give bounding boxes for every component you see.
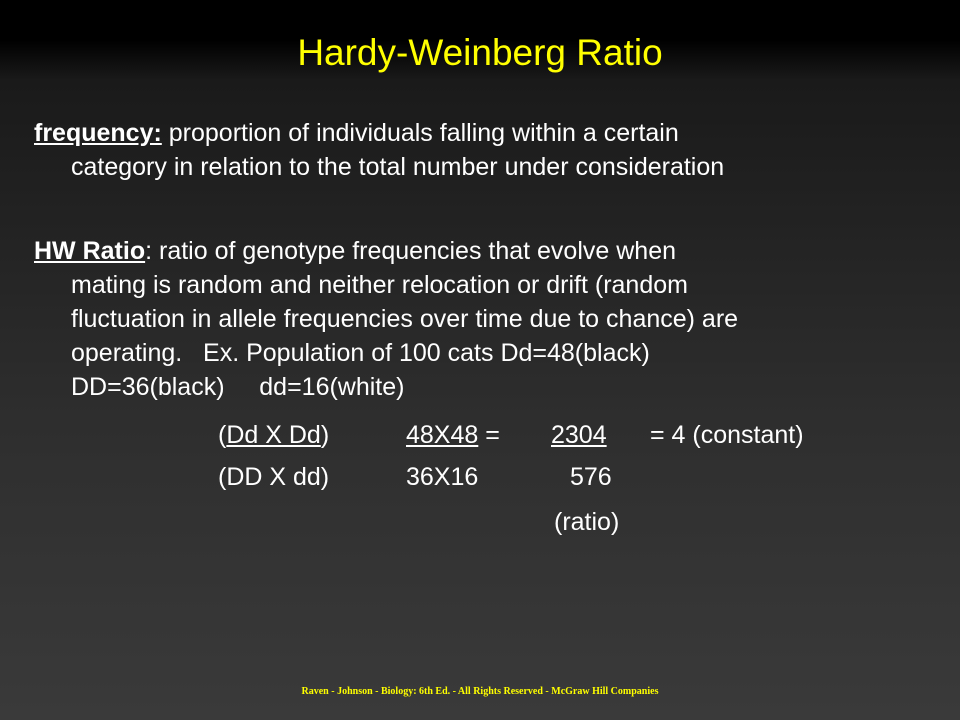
row1-product: 48X48 <box>406 421 479 449</box>
row1-paren-open: ( <box>218 421 227 449</box>
hw-ratio-definition <box>34 234 934 404</box>
row1-constant: = 4 (constant) <box>650 421 804 449</box>
frequency-definition <box>34 116 934 184</box>
frequency-term: frequency: <box>34 119 162 147</box>
hw-line-4: operating. Ex. Population of 100 cats Dd=48(black) <box>71 339 650 367</box>
frequency-line-2: category in relation to the total number under consideration <box>71 153 725 181</box>
row1-cross-text: Dd X Dd <box>226 421 321 449</box>
slide-title: Hardy-Weinberg Ratio <box>297 32 663 73</box>
row1-paren-close: ) <box>320 421 330 449</box>
row1-equals: = <box>478 421 500 449</box>
row1-cross <box>218 418 329 452</box>
row3-ratio-label: (ratio) <box>554 508 620 536</box>
copyright-footer: Raven - Johnson - Biology: 6th Ed. - All Rights Reserved - McGraw Hill Companies <box>301 686 659 697</box>
row2-result: 576 <box>570 463 612 491</box>
hw-line-5: DD=36(black) dd=16(white) <box>71 373 405 401</box>
hw-text-1: : ratio of genotype frequencies that evolve when <box>145 237 677 265</box>
hw-ratio-term: HW Ratio <box>34 237 146 265</box>
row2-cross: (DD X dd) <box>218 463 330 491</box>
row1-product-group <box>406 418 500 452</box>
hw-line-3: fluctuation in allele frequencies over time due to chance) are <box>71 305 739 333</box>
row2-product: 36X16 <box>406 463 479 491</box>
frequency-line-1 <box>34 116 934 150</box>
hw-line-2: mating is random and neither relocation or drift (random <box>71 271 688 299</box>
row1-result: 2304 <box>551 421 607 449</box>
frequency-text-1: proportion of individuals falling within a certain <box>161 119 679 147</box>
hw-line-1 <box>34 234 934 268</box>
